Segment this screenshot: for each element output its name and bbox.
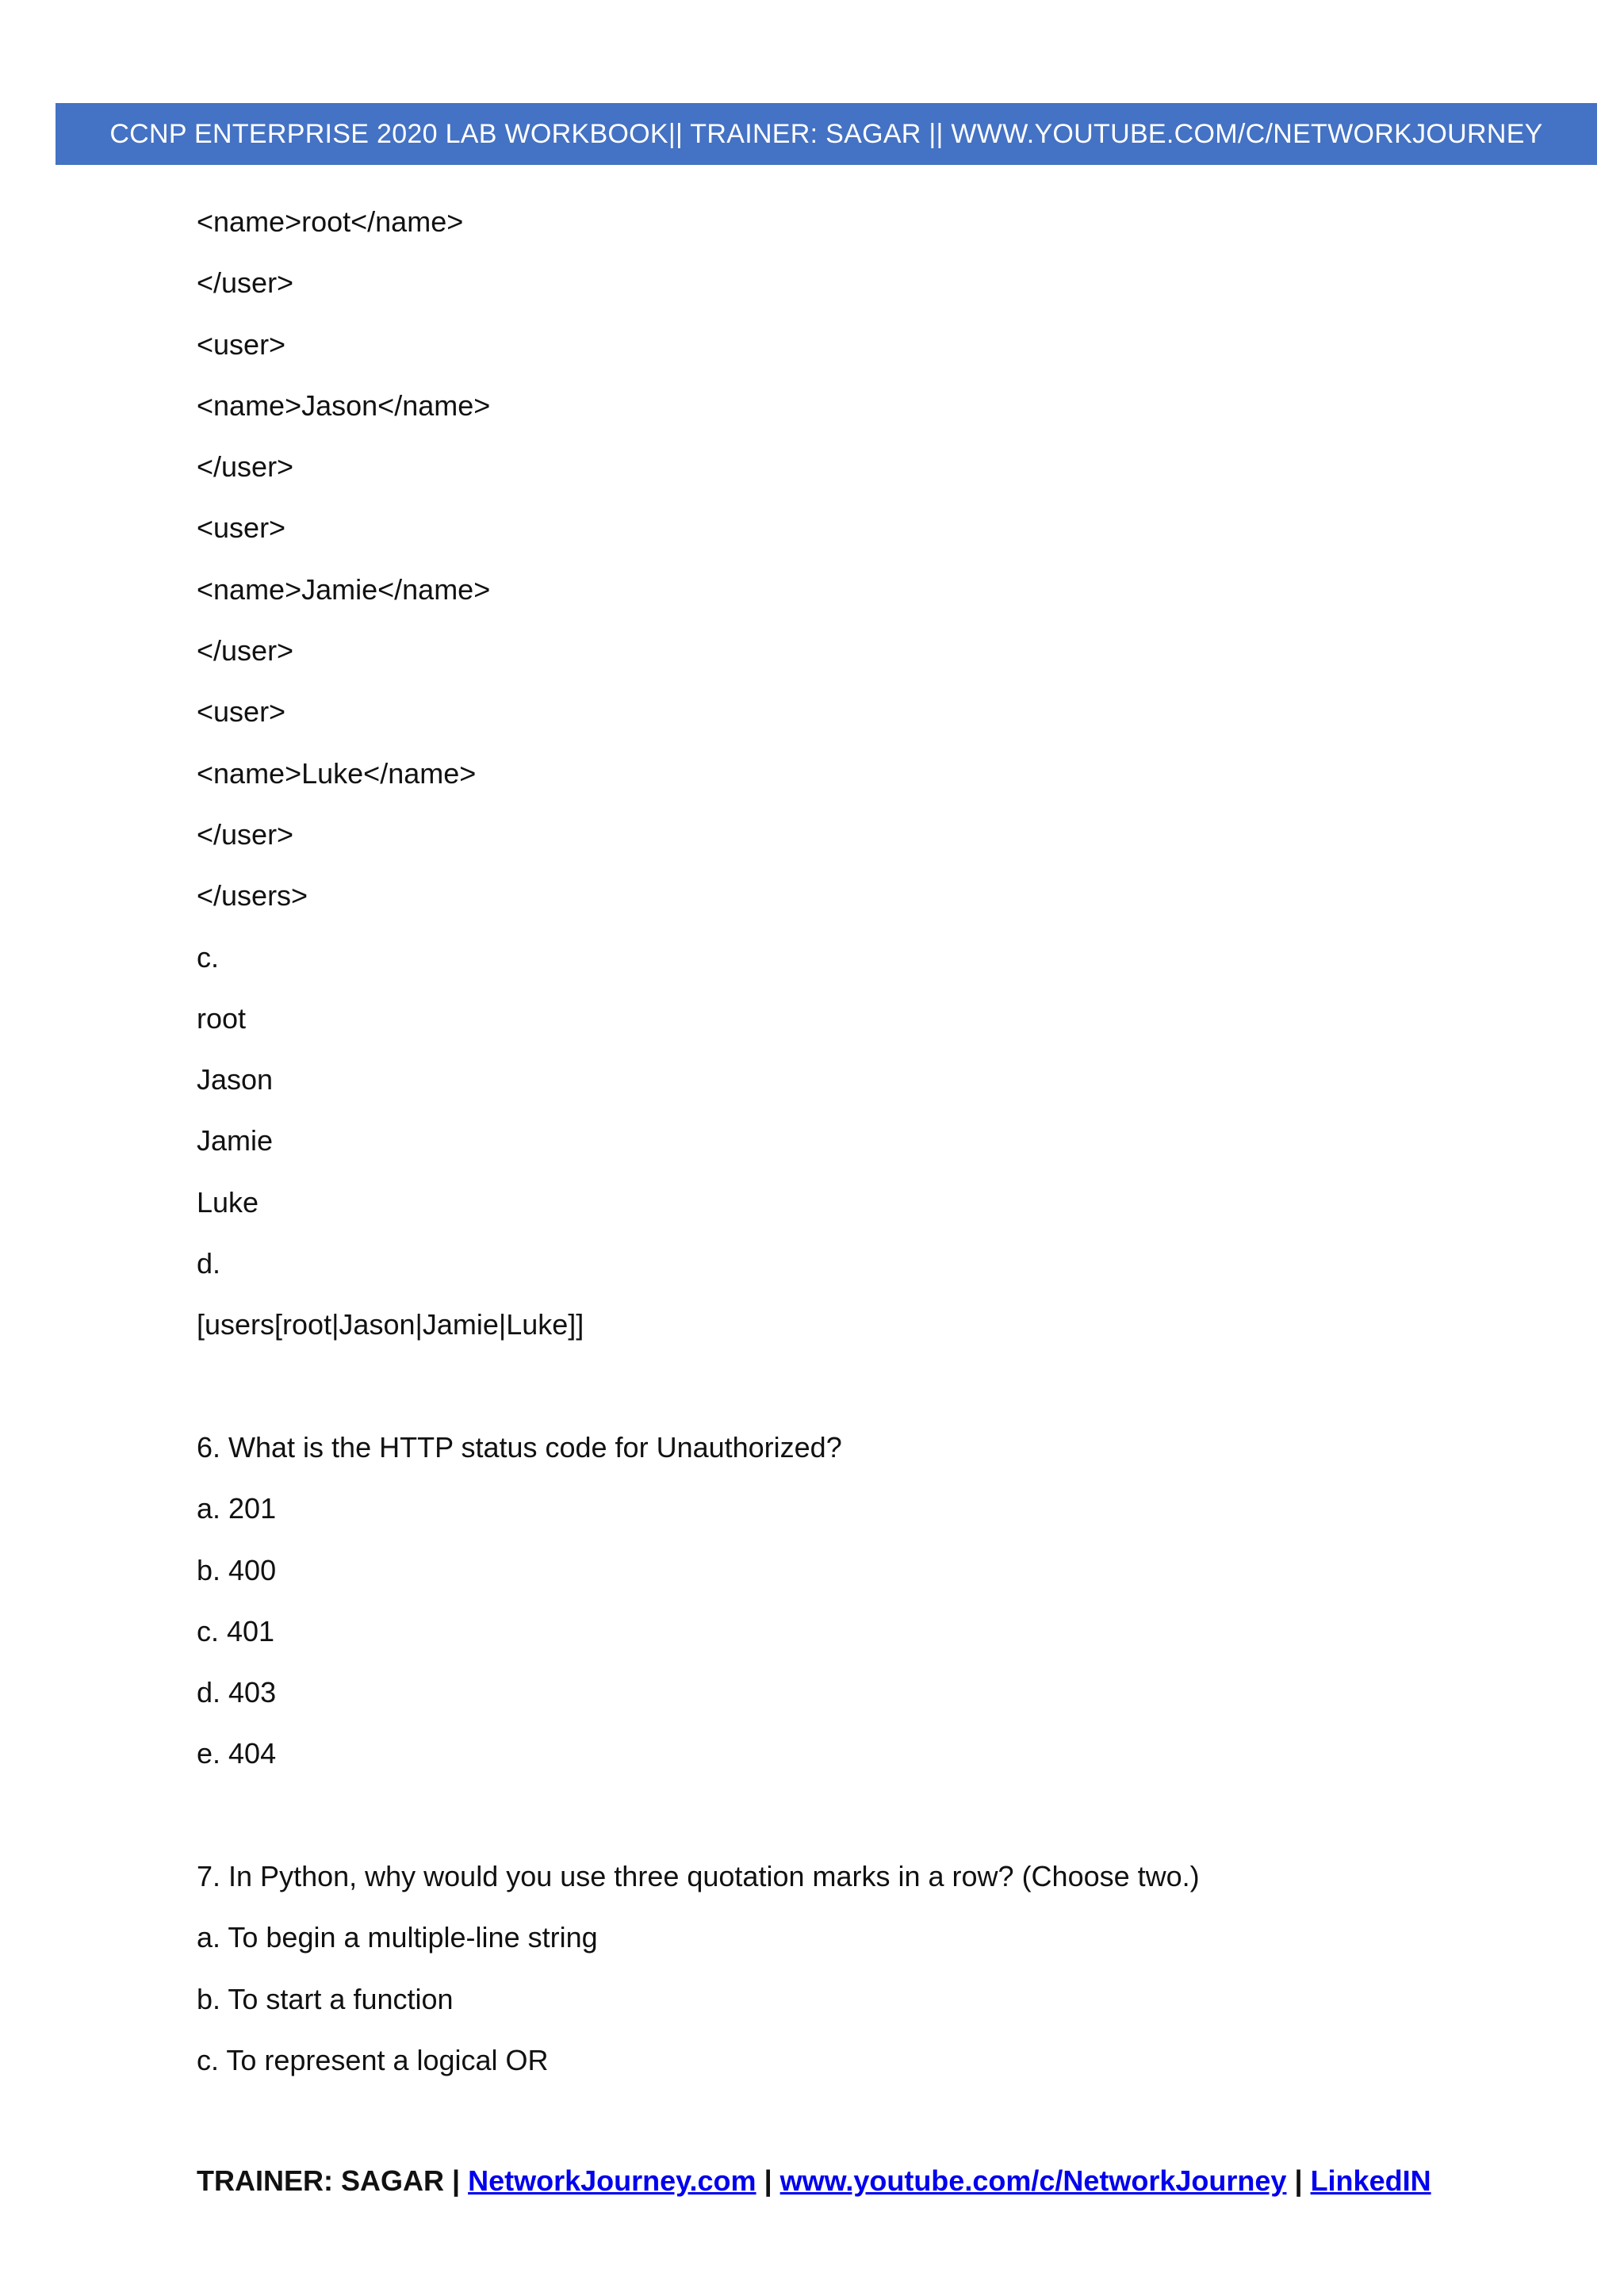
page-footer (197, 2164, 1431, 2198)
xml-line: </user> (197, 266, 294, 300)
question-7-option: c. To represent a logical OR (197, 2043, 549, 2076)
question-6-option: d. 403 (197, 1676, 277, 1709)
header-title: CCNP ENTERPRISE 2020 LAB WORKBOOK|| TRAINER: SAGAR || WWW.YOUTUBE.COM/C/NETWORKJOURNEY (109, 118, 1543, 149)
option-c-line: root (197, 1001, 247, 1035)
footer-separator: | (764, 2164, 772, 2197)
option-c-line: Jamie (197, 1124, 274, 1158)
option-c-line: Jason (197, 1063, 274, 1096)
footer-trainer: TRAINER: SAGAR (197, 2164, 444, 2197)
footer-link-youtube[interactable]: www.youtube.com/c/NetworkJourney (779, 2164, 1287, 2197)
xml-line: <name>Jamie</name> (197, 572, 491, 606)
question-7-option: b. To start a function (197, 1982, 454, 2015)
option-d-label: d. (197, 1247, 221, 1280)
spacer (197, 1796, 1545, 1857)
question-7-text: 7. In Python, why would you use three quotation marks in a row? (Choose two.) (197, 1860, 1200, 1893)
footer-link-networkjourney[interactable]: NetworkJourney.com (468, 2164, 756, 2197)
spacer (197, 1367, 1545, 1428)
xml-line: </users> (197, 879, 308, 913)
question-7-option: a. To begin a multiple-line string (197, 1921, 598, 1954)
xml-line: </user> (197, 634, 294, 668)
page-header-banner (56, 103, 1597, 165)
xml-line: <name>Luke</name> (197, 756, 477, 790)
xml-line: </user> (197, 450, 294, 484)
xml-line: <user> (197, 511, 286, 545)
xml-line: <user> (197, 327, 286, 361)
document-body (197, 202, 1545, 2102)
question-6-option: b. 400 (197, 1553, 277, 1586)
option-c-label: c. (197, 940, 220, 974)
footer-separator: | (452, 2164, 461, 2197)
xml-line: <name>root</name> (197, 205, 464, 238)
question-6-option: c. 401 (197, 1614, 275, 1647)
question-6-option: a. 201 (197, 1492, 277, 1525)
option-c-line: Luke (197, 1185, 259, 1219)
question-6-text: 6. What is the HTTP status code for Unauthorized? (197, 1430, 842, 1464)
option-d-line: [users[root|Jason|Jamie|Luke]] (197, 1308, 584, 1341)
footer-separator: | (1294, 2164, 1303, 2197)
question-6-option: e. 404 (197, 1737, 277, 1770)
xml-line: <user> (197, 695, 286, 729)
xml-line: <name>Jason</name> (197, 388, 491, 422)
footer-link-linkedin[interactable]: LinkedIN (1310, 2164, 1431, 2197)
xml-line: </user> (197, 817, 294, 851)
